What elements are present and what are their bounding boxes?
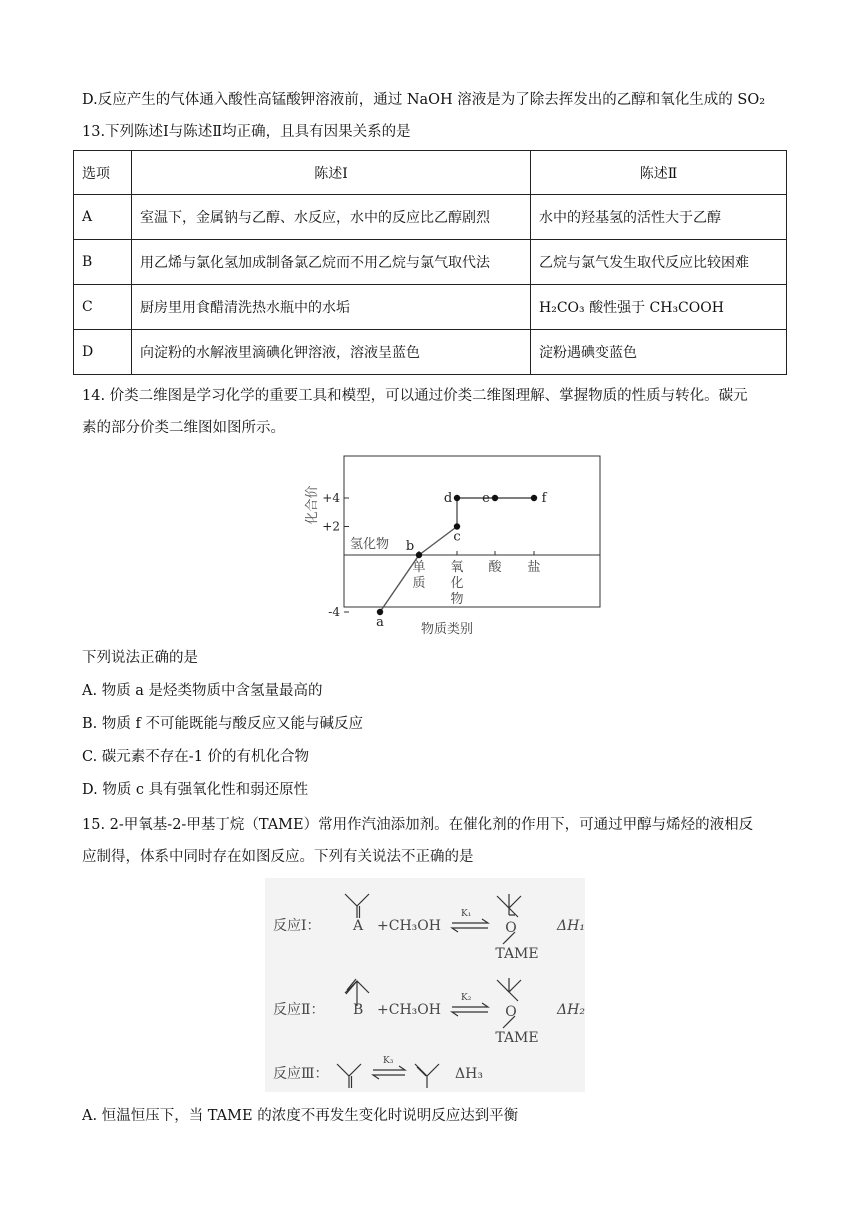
- reaction-scheme: [265, 878, 585, 1092]
- reaction-1-label: 反应Ⅰ：: [273, 918, 321, 934]
- row-statement-2: 淀粉遇碘变蓝色: [531, 330, 787, 375]
- equilibrium-arrow-2-reverse: [452, 1012, 488, 1016]
- category-label-hydride: 氢化物: [350, 537, 390, 552]
- table-row: [74, 330, 787, 375]
- point-label-d: d: [443, 491, 453, 506]
- row-option: A: [74, 195, 132, 240]
- reactant-b-label: B: [353, 1002, 364, 1018]
- chart-frame: [344, 456, 600, 607]
- point-label-e: e: [482, 491, 490, 506]
- point-f: [531, 495, 537, 501]
- row-option: D: [74, 330, 132, 375]
- row-statement-1: 向淀粉的水解液里滴碘化钾溶液，溶液呈蓝色: [132, 330, 531, 375]
- tame-label-2: TAME: [495, 1030, 539, 1046]
- point-label-a: a: [376, 615, 384, 630]
- tame-oxygen-1: O: [505, 920, 517, 936]
- point-b: [416, 552, 422, 558]
- equilibrium-arrow-3-forward: [373, 1066, 405, 1070]
- row-statement-2: 乙烷与氯气发生取代反应比较困难: [531, 240, 787, 285]
- row-statement-1: 室温下，金属钠与乙醇、水反应，水中的反应比乙醇剧烈: [132, 195, 531, 240]
- reaction-3-label: 反应Ⅲ：: [273, 1066, 329, 1082]
- category-label-2: 氧: [450, 560, 464, 575]
- equilibrium-arrow-3-reverse: [373, 1075, 405, 1079]
- header-option: 选项: [74, 151, 132, 195]
- row-option: C: [74, 285, 132, 330]
- category-label-2: 物: [450, 592, 464, 607]
- q13-table: [73, 150, 787, 375]
- molecule-a-structure: [345, 894, 369, 918]
- point-label-b: b: [405, 539, 415, 554]
- methanol-label-1: +CH₃OH: [377, 918, 441, 934]
- delta-h3-label: ΔH₃: [455, 1066, 483, 1082]
- row-option: B: [74, 240, 132, 285]
- k2-label: K₂: [461, 993, 472, 1003]
- reaction-2-label: 反应Ⅱ：: [273, 1002, 325, 1018]
- point-d: [454, 495, 460, 501]
- tame-structure-1: [497, 894, 521, 917]
- header-statement-1: 陈述Ⅰ: [132, 151, 531, 195]
- q14-option-d: D. 物质 c 具有强氧化性和弱还原性: [82, 782, 309, 798]
- q14-option-a: A. 物质 a 是烃类物质中含氢量最高的: [82, 683, 323, 699]
- q13-stem: 13.下列陈述Ⅰ与陈述Ⅱ均正确，且具有因果关系的是: [82, 124, 411, 140]
- table-row: [74, 285, 787, 330]
- q14-option-c: C. 碳元素不存在-1 价的有机化合物: [82, 749, 310, 765]
- reactant-a-label: A: [353, 918, 364, 934]
- methanol-label-2: +CH₃OH: [377, 1002, 441, 1018]
- x-axis-label: 物质类别: [420, 622, 474, 637]
- category-label-4: 盐: [527, 560, 541, 575]
- q14-stem-line1: 14. 价类二维图是学习化学的重要工具和模型，可以通过价类二维图理解、掌握物质的性质与转化。碳元: [82, 388, 748, 404]
- k1-label: K₁: [461, 909, 472, 919]
- molecule-b-structure-r3: [415, 1064, 439, 1088]
- category-label-2: 化: [450, 576, 464, 591]
- q12-option-d: D.反应产生的气体通入酸性高锰酸钾溶液前，通过 NaOH 溶液是为了除去挥发出的乙醇和氧化生成的 SO₂: [82, 92, 766, 108]
- row-statement-2: H₂CO₃ 酸性强于 CH₃COOH: [531, 285, 787, 330]
- q14-stem-line2: 素的部分价类二维图如图所示。: [82, 420, 285, 436]
- table-header-row: [74, 151, 787, 195]
- category-label-1: 单: [412, 560, 426, 575]
- molecule-a-structure-r3: [337, 1064, 361, 1088]
- table-row: [74, 240, 787, 285]
- point-label-c: c: [453, 529, 461, 545]
- category-label-3: 酸: [488, 560, 502, 575]
- q15-stem-line2: 应制得，体系中同时存在如图反应。下列有关说法不正确的是: [82, 849, 474, 865]
- delta-h2-label: ΔH₂: [557, 1002, 585, 1018]
- y-tick-label: +4: [322, 491, 340, 505]
- tame-oxygen-2: O: [505, 1004, 517, 1020]
- tame-label-1: TAME: [495, 946, 539, 962]
- row-statement-1: 用乙烯与氯化氢加成制备氯乙烷而不用乙烷与氯气取代法: [132, 240, 531, 285]
- valence-class-chart: [290, 455, 610, 643]
- point-label-f: f: [541, 491, 547, 506]
- y-tick-label: -4: [328, 605, 340, 619]
- k3-label: K₃: [383, 1056, 394, 1066]
- row-statement-1: 厨房里用食醋清洗热水瓶中的水垢: [132, 285, 531, 330]
- row-statement-2: 水中的羟基氢的活性大于乙醇: [531, 195, 787, 240]
- equilibrium-arrow-1-forward: [452, 919, 488, 923]
- delta-h1-label: ΔH₁: [557, 918, 585, 934]
- y-axis-label: 化合价: [305, 485, 320, 525]
- header-statement-2: 陈述Ⅱ: [531, 151, 787, 195]
- point-e: [492, 495, 498, 501]
- q14-option-b: B. 物质 f 不可能既能与酸反应又能与碱反应: [82, 716, 363, 732]
- q15-option-a: A. 恒温恒压下，当 TAME 的浓度不再发生变化时说明反应达到平衡: [82, 1108, 519, 1124]
- equilibrium-arrow-2-forward: [452, 1003, 488, 1007]
- y-tick-label: +2: [322, 519, 340, 534]
- table-row: [74, 195, 787, 240]
- category-label-1: 质: [412, 576, 426, 591]
- q15-stem-line1: 15. 2-甲氧基-2-甲基丁烷（TAME）常用作汽油添加剂。在催化剂的作用下，可通过甲醇与烯烃的液相反: [82, 817, 754, 833]
- q14-question: 下列说法正确的是: [82, 650, 198, 666]
- equilibrium-arrow-1-reverse: [452, 928, 488, 932]
- tame-structure-2: [497, 978, 521, 1001]
